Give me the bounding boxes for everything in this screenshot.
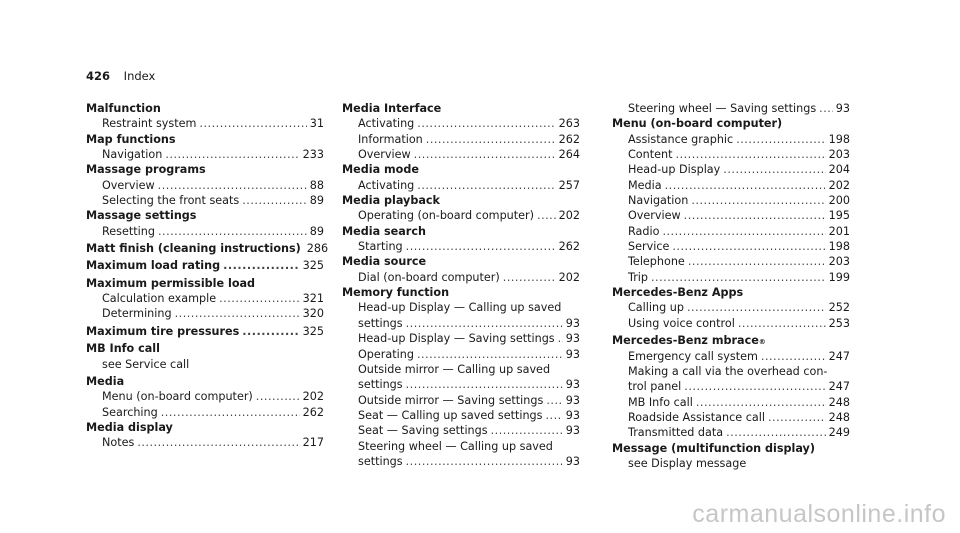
page-reference: 93 (565, 424, 580, 438)
dot-leader (558, 331, 563, 346)
entry-text: Trip (628, 270, 648, 284)
dot-leader (672, 239, 825, 254)
entry-text: Media Interface (342, 102, 442, 115)
entry-text: MB Info call (86, 342, 160, 356)
index-heading (86, 374, 324, 389)
index-heading (342, 162, 580, 177)
entry-text: Radio (628, 224, 660, 238)
entry-text: Activating (358, 178, 415, 192)
index-subentry (86, 357, 324, 372)
dot-leader (199, 116, 306, 131)
entry-text: Head-up Display — Saving settings (358, 332, 555, 346)
entry-text: Assistance graphic (628, 132, 734, 146)
entry-text: Steering wheel — Saving settings (628, 102, 817, 115)
page-reference: 93 (565, 316, 580, 330)
page-reference: 262 (558, 240, 580, 254)
entry-text: Operating (on-board computer) (358, 209, 535, 223)
dot-leader (662, 224, 825, 239)
entry-text: Telephone (628, 255, 685, 269)
entry-text: see Service call (102, 357, 190, 371)
page-reference: 325 (302, 259, 324, 273)
dot-leader (242, 193, 307, 208)
dot-leader (537, 208, 556, 223)
entry-text: Resetting (102, 224, 155, 238)
index-subentry (342, 347, 580, 362)
index-subentry (342, 454, 580, 469)
index-subentry (342, 362, 580, 377)
dot-leader (242, 324, 299, 339)
dot-leader (736, 132, 825, 147)
dot-leader (406, 316, 563, 331)
entry-text: Mercedes-Benz mbrace (612, 334, 759, 348)
dot-leader (406, 239, 556, 254)
entry-text: Media display (86, 420, 173, 434)
index-heading (86, 208, 324, 223)
entry-text: settings (358, 316, 403, 330)
entry-text: trol panel (628, 380, 682, 394)
entry-text: Overview (102, 178, 155, 192)
index-subentry (612, 379, 850, 394)
page-reference: 203 (828, 255, 850, 269)
dot-leader (219, 291, 300, 306)
dot-leader (691, 193, 825, 208)
index-subentry (612, 193, 850, 208)
index-subentry (612, 425, 850, 440)
dot-leader (545, 408, 562, 423)
index-subentry (342, 132, 580, 147)
entry-text: Matt finish (cleaning instructions) (86, 242, 301, 256)
dot-leader (165, 147, 299, 162)
index-heading (612, 116, 850, 131)
index-subentry (86, 306, 324, 321)
entry-text: Head-up Display (628, 163, 721, 177)
dot-leader (491, 423, 563, 438)
dot-leader (688, 254, 826, 269)
index-subentry (86, 147, 324, 162)
index-subentry (612, 224, 850, 239)
index-subentry (612, 208, 850, 223)
page-number: 426 (86, 69, 111, 83)
page-reference: 320 (302, 307, 324, 321)
index-heading (612, 441, 850, 456)
index-subentry (612, 270, 850, 285)
index-heading (342, 224, 580, 239)
entry-text: Media playback (342, 194, 440, 208)
page-reference: 195 (828, 209, 850, 223)
entry-text: Searching (102, 405, 158, 419)
entry-text: see Display message (628, 456, 747, 470)
index-heading (612, 285, 850, 300)
index-heading (86, 258, 324, 273)
index-subentry (612, 300, 850, 315)
entry-text: Operating (358, 347, 414, 361)
entry-text: Information (358, 132, 423, 146)
entry-text: Seat — Calling up saved settings (358, 408, 543, 422)
dot-leader (426, 132, 556, 147)
page-reference: 93 (835, 102, 850, 115)
dot-leader (684, 208, 826, 223)
entry-text: Making a call via the overhead con- (628, 364, 828, 378)
page-reference: 202 (558, 270, 580, 284)
page-reference: 88 (309, 178, 324, 192)
page-reference: 202 (558, 209, 580, 223)
entry-text: MB Info call (628, 395, 693, 409)
index-subentry (342, 208, 580, 223)
index-subentry (342, 316, 580, 331)
index-subentry (86, 116, 324, 131)
index-subentry (612, 410, 850, 425)
entry-text: Transmitted data (628, 426, 724, 440)
index-heading (86, 420, 324, 435)
entry-text: Message (multifunction display) (612, 441, 815, 455)
page-reference: 321 (302, 292, 324, 306)
index-subentry (342, 377, 580, 392)
page-reference: 248 (828, 395, 850, 409)
index-heading: Mercedes-Benz mbrace ® (612, 334, 766, 348)
index-subentry (342, 393, 580, 408)
page-reference: 263 (558, 117, 580, 131)
index-subentry (342, 331, 580, 346)
page-reference: 199 (828, 270, 850, 284)
index-heading (86, 101, 324, 116)
index-heading (342, 193, 580, 208)
index-subentry (612, 239, 850, 254)
index-subentry (612, 254, 850, 269)
entry-text: Overview (358, 148, 411, 162)
index-subentry (86, 193, 324, 208)
index-heading (342, 254, 580, 269)
index-subentry (342, 147, 580, 162)
entry-text: Navigation (628, 194, 689, 208)
page-reference: 89 (309, 224, 324, 238)
index-heading (342, 101, 580, 116)
dot-leader (738, 316, 826, 331)
page-reference: 257 (558, 178, 580, 192)
index-heading (86, 241, 329, 256)
index-heading (86, 276, 324, 291)
dot-leader (158, 224, 307, 239)
entry-text: Maximum load rating (86, 259, 221, 273)
index-subentry (342, 423, 580, 438)
entry-text: Malfunction (86, 102, 161, 115)
entry-text: Using voice control (628, 316, 735, 330)
page-reference: 93 (565, 347, 580, 361)
index-column-3 (612, 101, 850, 471)
entry-text: settings (358, 378, 403, 392)
page-reference: 233 (302, 148, 324, 162)
index-subentry (612, 101, 850, 116)
index-subentry (86, 178, 324, 193)
entry-text: Restraint system (102, 117, 197, 131)
page-reference: 248 (828, 410, 850, 424)
dot-leader (687, 300, 826, 315)
page-reference: 253 (828, 316, 850, 330)
index-subentry (612, 316, 850, 331)
index-subentry (612, 349, 850, 364)
entry-text: Media (628, 178, 662, 192)
entry-text: settings (358, 454, 403, 468)
entry-text: Emergency call system (628, 349, 758, 363)
index-subentry (612, 178, 850, 193)
index-subentry (342, 408, 580, 423)
entry-text: Starting (358, 240, 403, 254)
entry-text: Menu (on-board computer) (102, 390, 253, 404)
entry-text: Determining (102, 307, 172, 321)
page-reference: 198 (828, 132, 850, 146)
index-column-2 (342, 101, 580, 469)
page-reference: 93 (565, 393, 580, 407)
dot-leader (651, 270, 826, 285)
index-heading (86, 341, 324, 356)
page-reference: 198 (828, 240, 850, 254)
index-subentry (342, 300, 580, 315)
dot-leader (761, 349, 826, 364)
dot-leader (546, 393, 562, 408)
dot-leader (406, 377, 563, 392)
page-reference: 31 (309, 117, 324, 131)
entry-text: Media search (342, 224, 426, 238)
dot-leader (665, 178, 826, 193)
entry-text: Seat — Saving settings (358, 424, 488, 438)
index-subentry (342, 239, 580, 254)
entry-text: Map functions (86, 132, 176, 146)
dot-leader (175, 306, 300, 321)
page-reference: 93 (565, 332, 580, 346)
dot-leader (417, 178, 555, 193)
entry-text: Dial (on-board computer) (358, 270, 500, 284)
entry-text: Massage programs (86, 163, 206, 177)
index-subentry (86, 405, 324, 420)
entry-text: Massage settings (86, 209, 197, 223)
entry-text: Mercedes-Benz Apps (612, 286, 744, 300)
dot-leader (256, 389, 300, 404)
page-reference: 202 (828, 178, 850, 192)
dot-leader (414, 147, 556, 162)
entry-text: Media (86, 374, 125, 388)
entry-text: Head-up Display — Calling up saved (358, 301, 562, 315)
page-reference: 93 (565, 454, 580, 468)
page-reference: 204 (828, 163, 850, 177)
entry-text: Maximum permissible load (86, 276, 256, 290)
index-subentry (342, 270, 580, 285)
dot-leader (696, 395, 826, 410)
entry-text: Calculation example (102, 292, 217, 306)
dot-leader (723, 162, 825, 177)
index-subentry (612, 456, 850, 471)
page-reference: 264 (558, 148, 580, 162)
index-heading (86, 132, 324, 147)
index-subentry (86, 389, 324, 404)
watermark: carmanualsonline.info (692, 500, 946, 528)
index-subentry (342, 178, 580, 193)
entry-text: Content (628, 148, 673, 162)
dot-leader (158, 178, 307, 193)
page-reference: 201 (828, 224, 850, 238)
entry-text: Selecting the front seats (102, 194, 240, 208)
index-subentry (612, 132, 850, 147)
index-heading (342, 285, 580, 300)
dot-leader (417, 116, 555, 131)
dot-leader (417, 347, 563, 362)
index-subentry (612, 162, 850, 177)
index-subentry (612, 395, 850, 410)
entry-text: Media mode (342, 163, 419, 177)
dot-leader (137, 435, 299, 450)
page-reference: 89 (309, 194, 324, 208)
entry-text: Navigation (102, 148, 163, 162)
index-subentry (342, 439, 580, 454)
index-subentry (342, 116, 580, 131)
page-reference: 249 (828, 426, 850, 440)
index-subentry (86, 435, 324, 450)
entry-text: Media source (342, 255, 427, 269)
index-subentry (612, 147, 850, 162)
entry-text: Steering wheel — Calling up saved (358, 439, 553, 453)
index-subentry (86, 224, 324, 239)
dot-leader (406, 454, 563, 469)
dot-leader (161, 405, 300, 420)
entry-text: Service (628, 240, 670, 254)
entry-text: Activating (358, 117, 415, 131)
page-reference: 200 (828, 194, 850, 208)
entry-text: Overview (628, 209, 681, 223)
page-reference: 203 (828, 148, 850, 162)
index-column-1 (86, 101, 329, 451)
page-reference: 325 (302, 324, 324, 338)
entry-text: Notes (102, 436, 135, 450)
dot-leader (684, 379, 825, 394)
page-reference: 286 (306, 242, 329, 256)
entry-text: Menu (on-board computer) (612, 117, 783, 131)
page-header (86, 69, 155, 83)
dot-leader (223, 258, 300, 273)
section-title: Index (123, 69, 156, 83)
page-reference: 262 (302, 405, 324, 419)
dot-leader (768, 410, 826, 425)
index-heading (86, 324, 324, 339)
page-reference: 252 (828, 301, 850, 315)
page-reference: 93 (565, 408, 580, 422)
page-reference: 262 (558, 132, 580, 146)
dot-leader (676, 147, 826, 162)
entry-text: Calling up (628, 301, 684, 315)
dot-leader (819, 101, 833, 116)
entry-text: Maximum tire pressures (86, 324, 240, 338)
entry-text: Outside mirror — Saving settings (358, 393, 544, 407)
index-subentry (612, 364, 850, 379)
entry-text: Memory function (342, 286, 450, 300)
entry-text: Roadside Assistance call (628, 410, 765, 424)
entry-text: Outside mirror — Calling up saved (358, 362, 551, 376)
dot-leader (503, 270, 556, 285)
page-reference: 247 (828, 349, 850, 363)
page-reference: 247 (828, 380, 850, 394)
page-reference: 202 (302, 390, 324, 404)
index-heading (86, 162, 324, 177)
index-subentry (86, 291, 324, 306)
dot-leader (726, 425, 826, 440)
page-reference: 93 (565, 378, 580, 392)
page-reference: 217 (302, 436, 324, 450)
